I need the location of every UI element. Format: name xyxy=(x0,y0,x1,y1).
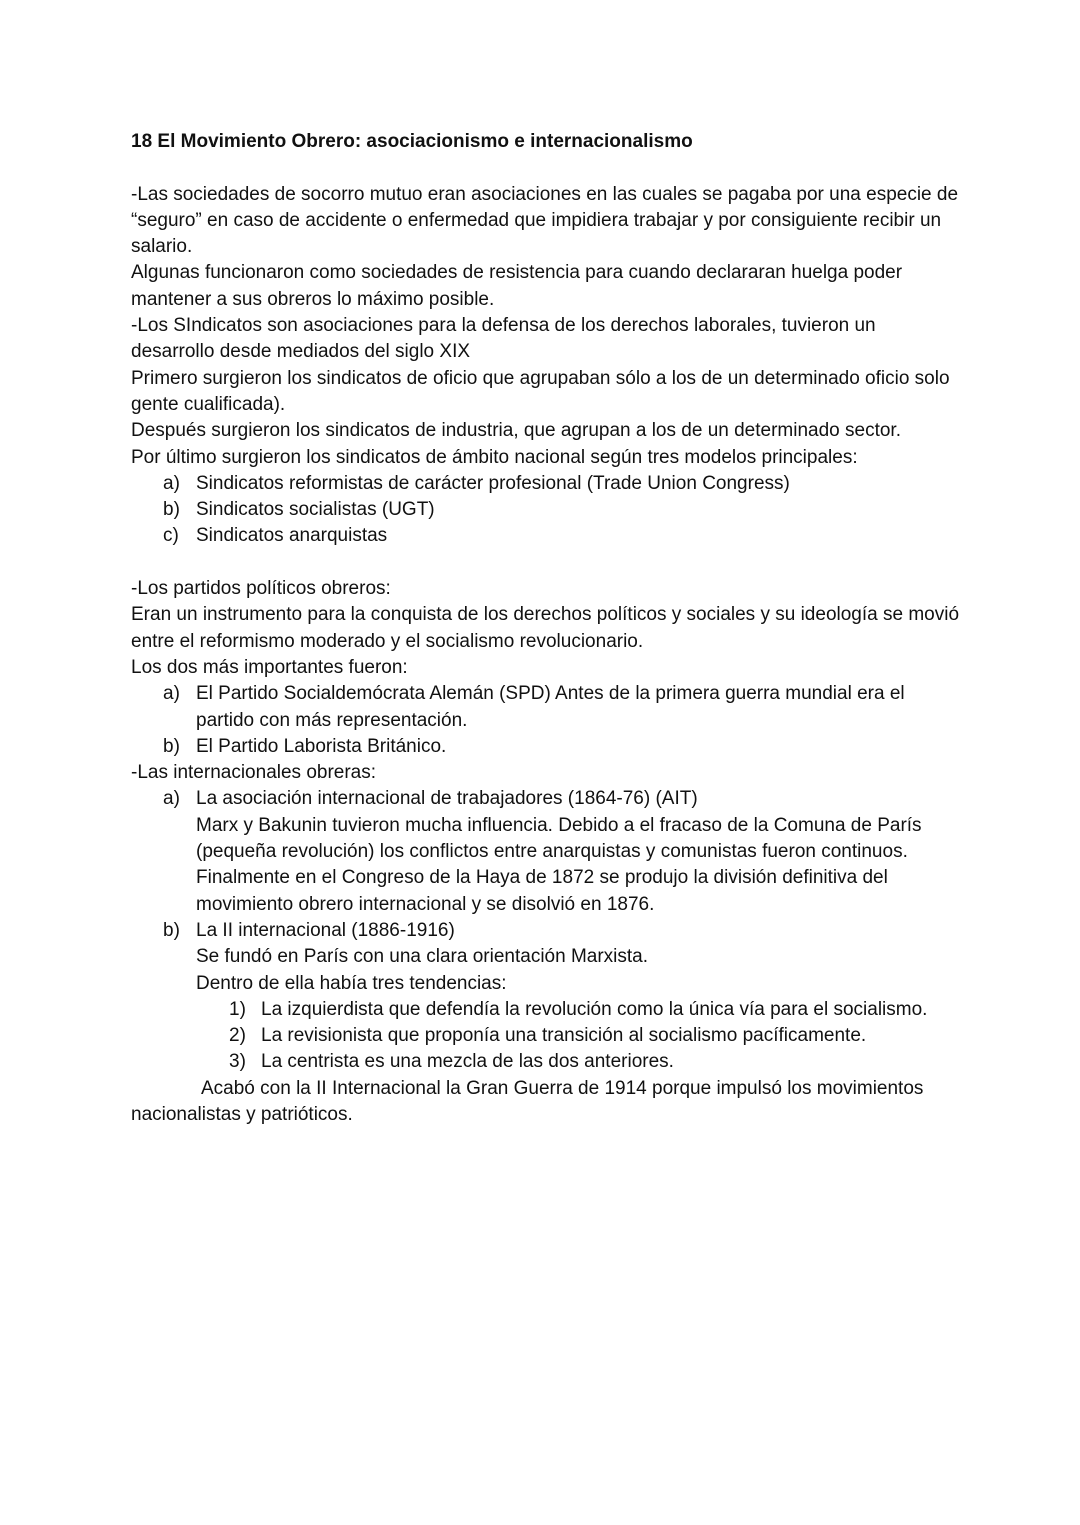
list-item xyxy=(131,497,961,523)
list-item-text: La revisionista que proponía una transición al socialismo pacíficamente. xyxy=(261,1025,867,1047)
list-item-text: La centrista es una mezcla de las dos anteriores. xyxy=(261,1051,674,1073)
paragraph-nacional: Por último surgieron los sindicatos de ámbito nacional según tres modelos principales: xyxy=(131,446,858,468)
paragraph-partidos-ideologia: Eran un instrumento para la conquista de los derechos políticos y sociales y su ideología se movió entre el reformismo moderado y el socialismo revolucionario. xyxy=(131,604,960,652)
list-item xyxy=(131,734,961,760)
paragraph-resistencia: Algunas funcionaron como sociedades de resistencia para cuando declararan huelga poder mantener a sus obreros lo máximo posible. xyxy=(131,262,903,310)
page-title: 18 El Movimiento Obrero: asociacionismo e internacionalismo xyxy=(131,131,693,152)
list-item-text: El Partido Socialdemócrata Alemán (SPD) Antes de la primera guerra mundial era el partido con más representación. xyxy=(196,683,905,731)
list-marker: b) xyxy=(163,499,180,521)
sindicatos-list xyxy=(131,471,961,550)
list-item xyxy=(131,1049,961,1075)
partidos-list xyxy=(131,681,961,760)
partidos-heading: -Los partidos políticos obreros: xyxy=(131,578,391,600)
tendencias-list xyxy=(131,997,961,1076)
list-item-ii-internacional xyxy=(131,918,961,997)
ii-internacional-tendencias-intro: Dentro de ella había tres tendencias: xyxy=(196,972,507,994)
list-item xyxy=(131,681,961,734)
document-page xyxy=(131,129,961,1128)
list-item xyxy=(131,471,961,497)
list-item-text: La izquierdista que defendía la revolución como la única vía para el socialismo. xyxy=(261,998,928,1020)
list-item-text: Sindicatos reformistas de carácter profesional (Trade Union Congress) xyxy=(196,472,790,494)
list-item-ait xyxy=(131,786,961,917)
list-marker: a) xyxy=(163,683,180,705)
closing-paragraph: Acabó con la II Internacional la Gran Guerra de 1914 porque impulsó los movimientos nacionalistas y patrióticos. xyxy=(131,1077,924,1125)
list-item-text: Sindicatos anarquistas xyxy=(196,525,388,547)
ait-text: Marx y Bakunin tuvieron mucha influencia. Debido a el fracaso de la Comuna de París (pequeña revolución) los conflictos entre anarquistas y comunistas fueron continuos. Finalmente en el Congreso de la Haya de 1872 se produjo la división definitiva del movimiento obrero internacional y se disolvió en 1876. xyxy=(196,814,922,915)
internacionales-list xyxy=(131,786,961,996)
spacer xyxy=(131,550,961,576)
list-marker: a) xyxy=(163,472,180,494)
list-marker: b) xyxy=(163,919,180,941)
ii-internacional-text: Se fundó en París con una clara orientación Marxista. xyxy=(196,946,649,968)
list-marker: 1) xyxy=(229,998,246,1020)
internacionales-heading: -Las internacionales obreras: xyxy=(131,762,377,784)
list-marker: a) xyxy=(163,788,180,810)
list-marker: 3) xyxy=(229,1051,246,1073)
ii-internacional-title: La II internacional (1886-1916) xyxy=(196,919,455,941)
paragraph-oficio: Primero surgieron los sindicatos de oficio que agrupaban sólo a los de un determinado oficio solo gente cualificada). xyxy=(131,367,950,415)
list-marker: 2) xyxy=(229,1025,246,1047)
paragraph-sindicatos: -Los SIndicatos son asociaciones para la defensa de los derechos laborales, tuvieron un desarrollo desde mediados del siglo XIX xyxy=(131,315,876,363)
list-item xyxy=(131,997,961,1023)
list-marker: b) xyxy=(163,735,180,757)
list-marker: c) xyxy=(163,525,179,547)
paragraph-partidos-importantes: Los dos más importantes fueron: xyxy=(131,656,408,678)
list-item-text: Sindicatos socialistas (UGT) xyxy=(196,499,435,521)
ait-title: La asociación internacional de trabajadores (1864-76) (AIT) xyxy=(196,788,698,810)
paragraph-socorro-mutuo: -Las sociedades de socorro mutuo eran asociaciones en las cuales se pagaba por una especie de “seguro” en caso de accidente o enfermedad que impidiera trabajar y por consiguiente recibir un salario. xyxy=(131,183,959,258)
list-item xyxy=(131,523,961,549)
list-item xyxy=(131,1023,961,1049)
paragraph-industria: Después surgieron los sindicatos de industria, que agrupan a los de un determinado sector. xyxy=(131,420,901,442)
list-item-text: El Partido Laborista Británico. xyxy=(196,735,447,757)
